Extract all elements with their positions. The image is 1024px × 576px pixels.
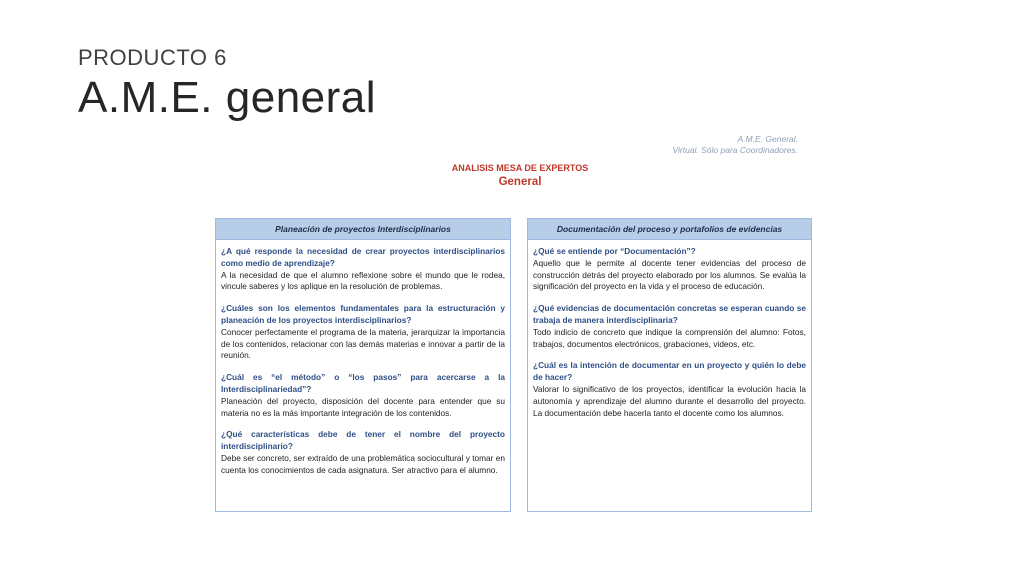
qa-item: [533, 246, 806, 293]
title-product: PRODUCTO 6: [78, 45, 227, 70]
panel-body: [528, 240, 811, 419]
qa-item: [221, 303, 505, 362]
title-main: A.M.E. general: [78, 73, 377, 122]
question: ¿Qué se entiende por “Documentación”?: [533, 246, 696, 256]
panel-planeacion: [215, 218, 511, 512]
answer: Conocer perfectamente el programa de la materia, jerarquizar la importancia de los contenidos, relacionar con las demás materias e innovar a partir de la reunión.: [221, 326, 505, 361]
answer: Debe ser concreto, ser extraído de una problemática sociocultural y tomar en cuenta los conocimientos de cada asignatura. Ser atractivo para el alumno.: [221, 452, 505, 475]
document-subheading: General: [498, 176, 542, 188]
question: ¿Cuál es la intención de documentar en un proyecto y quién lo debe de hacer?: [533, 360, 806, 383]
question: ¿Cuáles son los elementos fundamentales para la estructuración y planeación de los proyectos interdisciplinarios?: [221, 303, 505, 325]
panel-header: Planeación de proyectos Interdisciplinarios: [216, 219, 510, 240]
answer: A la necesidad de que el alumno reflexione sobre el mundo que le rodea, vincule saberes y los aplique en la resolución de problemas.: [221, 269, 505, 292]
question: ¿Qué características debe de tener el nombre del proyecto interdisciplinario?: [221, 429, 505, 452]
qa-item: [533, 303, 806, 350]
document-heading: ANALISIS MESA DE EXPERTOS: [451, 163, 589, 173]
answer: Planeación del proyecto, disposición del docente para entender que su materia no es la más importante integración de los contenidos.: [221, 395, 505, 418]
note-line-1: A.M.E. General.: [737, 134, 798, 144]
qa-item: [221, 246, 505, 293]
slide-title: [78, 44, 376, 124]
panel-documentacion: [527, 218, 812, 512]
qa-item: [221, 372, 505, 419]
answer: Todo indicio de concreto que indique la comprensión del alumno: Fotos, trabajos, documentos electrónicos, grabaciones, videos, etc.: [533, 326, 806, 349]
qa-item: [533, 360, 806, 419]
answer: Aquello que le permite al docente tener evidencias del proceso de construcción detrás del proyecto elaborado por los alumnos. Se evalúa la significación del proyecto en la vida y el proceso de educación.: [533, 257, 806, 292]
question: ¿A qué responde la necesidad de crear proyectos interdisciplinarios como medio de aprendizaje?: [221, 246, 505, 268]
question: ¿Qué evidencias de documentación concretas se esperan cuando se trabaja de manera interdisciplinaria?: [533, 303, 806, 325]
note-line-2: Virtual. Sólo para Coordinadores.: [672, 145, 798, 155]
answer: Valorar lo significativo de los proyectos, identificar la evolución hacia la autonomía y aprendizaje del alumno durante el desarrollo del proyecto. La documentación debe hacerla tanto el docente como los alumnos.: [533, 383, 806, 418]
question: ¿Cuál es “el método” o “los pasos” para acercarse a la Interdisciplinariedad”?: [221, 372, 505, 394]
coordinator-note: [672, 134, 798, 156]
panel-header: Documentación del proceso y portafolios de evidencias: [528, 219, 811, 240]
panel-body: [216, 240, 510, 477]
qa-item: [221, 429, 505, 476]
